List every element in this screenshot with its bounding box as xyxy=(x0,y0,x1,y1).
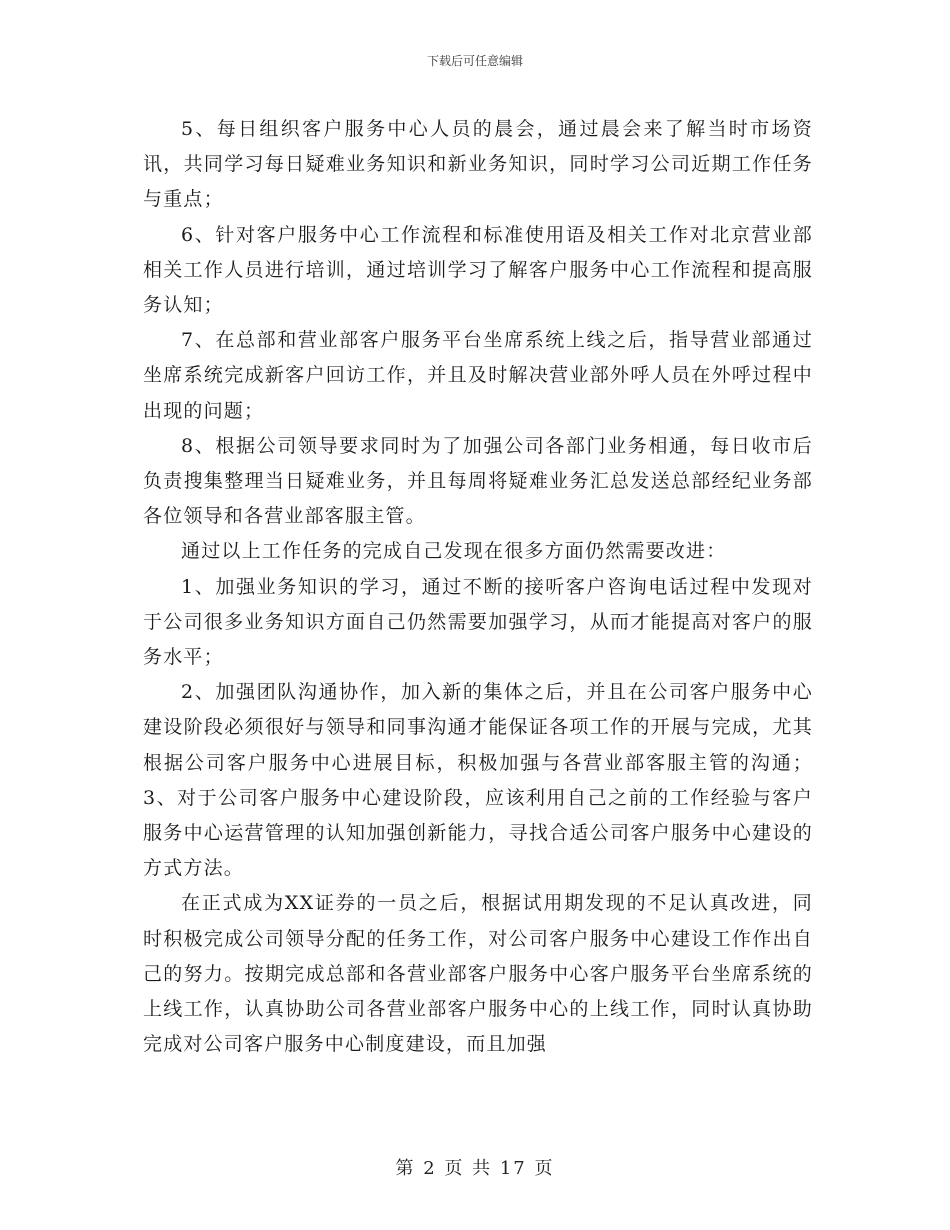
paragraph-item-5: 5、每日组织客户服务中心人员的晨会，通过晨会来了解当时市场资讯，共同学习每日疑难业务知识和新业务知识，同时学习公司近期工作任务与重点； xyxy=(143,118,813,211)
paragraph-item-8: 8、根据公司领导要求同时为了加强公司各部门业务相通，每日收市后负责搜集整理当日疑难业务，并且每周将疑难业务汇总发送总部经纪业务部各位领导和各营业部客服主管。 xyxy=(143,434,813,528)
paragraph-improvement-1: 1、加强业务知识的学习，通过不断的接听客户咨询电话过程中发现对于公司很多业务知识方面自己仍然需要加强学习，从而才能提高对客户的服务水平； xyxy=(143,575,813,669)
document-body xyxy=(143,112,813,1062)
paragraph-improvement-intro: 通过以上工作任务的完成自己发现在很多方面仍然需要改进： xyxy=(181,540,727,563)
paragraph-future-plan: 在正式成为XX证券的一员之后，根据试用期发现的不足认真改进，同时积极完成公司领导分配的任务工作，对公司客户服务中心建设工作作出自己的努力。按期完成总部和各营业部客户服务中心客户服务平台坐席系统的上线工作，认真协助公司各营业部客户服务中心的上线工作，同时认真协助完成对公司客户服务中心制度建设，而且加强 xyxy=(143,892,813,1056)
paragraph-item-6: 6、针对客户服务中心工作流程和标准使用语及相关工作对北京营业部相关工作人员进行培训，通过培训学习了解客户服务中心工作流程和提高服务认知； xyxy=(143,223,813,317)
paragraph-item-7: 7、在总部和营业部客户服务平台坐席系统上线之后，指导营业部通过坐席系统完成新客户回访工作，并且及时解决营业部外呼人员在外呼过程中出现的问题； xyxy=(143,329,813,422)
page-number-footer: 第 2 页 共 17 页 xyxy=(395,1158,555,1179)
paragraph-improvement-2-3: 2、加强团队沟通协作，加入新的集体之后，并且在公司客户服务中心建设阶段必须很好与领导和同事沟通才能保证各项工作的开展与完成，尤其根据公司客户服务中心进展目标，积极加强与各营业部客服主管的沟通；3、对于公司客户服务中心建设阶段，应该利用自己之前的工作经验与客户服务中心运营管理的认知加强创新能力，寻找合适公司客户服务中心建设的方式方法。 xyxy=(143,681,813,880)
page-header: 下载后可任意编辑 xyxy=(426,54,523,68)
